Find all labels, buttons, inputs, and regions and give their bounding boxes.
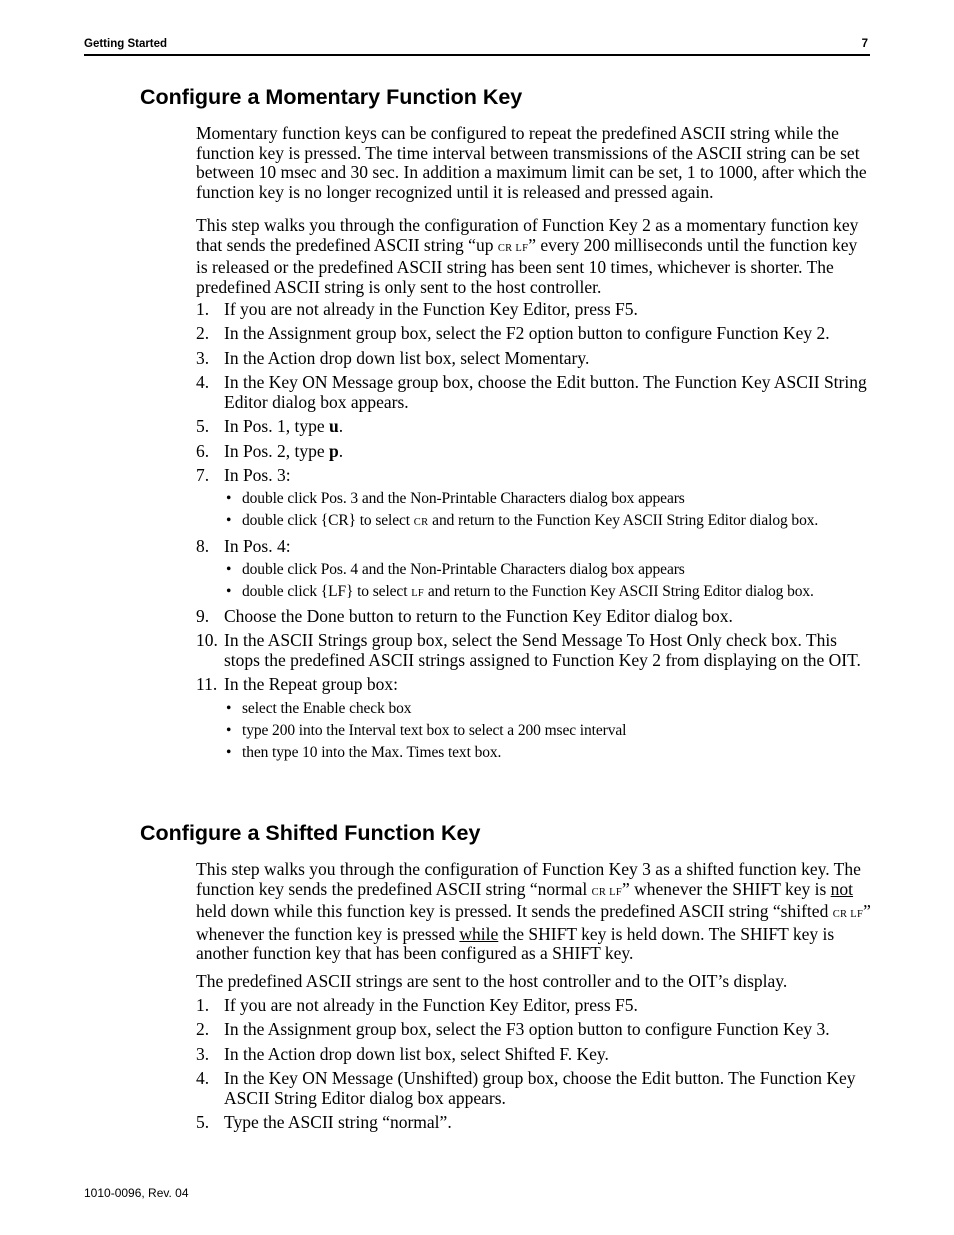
page-header xyxy=(84,38,870,56)
list-item: 1. If you are not already in the Function Key Editor, press F5. xyxy=(196,299,638,319)
bullet-item: • then type 10 into the Max. Times text box. xyxy=(226,743,502,761)
list-item: 2. In the Assignment group box, select the F2 option button to configure Function Key 2. xyxy=(196,323,830,344)
bullet-item: • double click Pos. 3 and the Non-Printable Characters dialog box appears xyxy=(226,490,685,508)
momentary-step-intro-paragraph: This step walks you through the configuration of Function Key 2 as a momentary function key that sends the predefined ASCII string “up CR LF” every 200 milliseconds until the function key is released or the predefined ASCII string has been sent 10 times, whichever is shorter. The predefined ASCII string is only sent to the host controller. xyxy=(196,215,859,297)
section-title-shifted: Configure a Shifted Function Key xyxy=(140,821,481,845)
step-8-bullets xyxy=(196,561,872,603)
list-item: 1. If you are not already in the Function Key Editor, press F5. xyxy=(196,995,638,1015)
list-item: 10. In the ASCII Strings group box, select the Send Message To Host Only check box. This stops the predefined ASCII strings assigned to Function Key 2 from displaying on the OIT. xyxy=(196,630,861,671)
list-item: 3. In the Action drop down list box, select Shifted F. Key. xyxy=(196,1043,609,1064)
shifted-display-paragraph: The predefined ASCII strings are sent to the host controller and to the OIT’s display. xyxy=(196,971,788,991)
step-11-bullets xyxy=(196,700,872,762)
list-item: 3. In the Action drop down list box, select Momentary. xyxy=(196,347,590,368)
shifted-steps-list xyxy=(196,996,872,1138)
list-item: 2. In the Assignment group box, select the F3 option button to configure Function Key 3. xyxy=(196,1019,830,1040)
header-section-title: Getting Started xyxy=(84,38,168,50)
list-item: 6. In Pos. 2, type p. xyxy=(196,440,344,461)
bullet-item: • double click {CR} to select CR and return to the Function Key ASCII String Editor dialog box. xyxy=(226,512,819,530)
bullet-item: • type 200 into the Interval text box to select a 200 msec interval xyxy=(226,721,627,739)
bullet-item: • double click {LF} to select LF and return to the Function Key ASCII String Editor dialog box. xyxy=(226,582,814,600)
shifted-intro-paragraph: This step walks you through the configuration of Function Key 3 as a shifted function key. The function key sends the predefined ASCII string “normal CR LF” whenever the SHIFT key is not held down while this function key is pressed. It sends the predefined ASCII string “shifted CR LF” whenever the function key is pressed while the SHIFT key is held down. The SHIFT key is another function key that has been configured as a SHIFT key. xyxy=(196,859,871,964)
list-item: 8. In Pos. 4: xyxy=(196,535,291,556)
list-item: 7. In Pos. 3: xyxy=(196,464,291,485)
momentary-steps-list xyxy=(196,300,872,766)
list-item: 11. In the Repeat group box: xyxy=(196,674,398,695)
header-page-number: 7 xyxy=(861,38,868,50)
momentary-intro-paragraph: Momentary function keys can be configured to repeat the predefined ASCII string while the function key is pressed. The time interval between transmissions of the ASCII string can be set between 10 msec and 30 sec. In addition a maximum limit can be set, 1 to 1000, after which the function key is no longer recognized until it is released and pressed again. xyxy=(196,123,867,202)
list-item: 9. Choose the Done button to return to the Function Key Editor dialog box. xyxy=(196,606,733,627)
list-item: 4. In the Key ON Message group box, choose the Edit button. The Function Key ASCII String Editor dialog box appears. xyxy=(196,372,867,412)
page-footer-doc-number: 1010-0096, Rev. 04 xyxy=(84,1186,189,1200)
bullet-item: • double click Pos. 4 and the Non-Printable Characters dialog box appears xyxy=(226,560,685,578)
cr-lf-code: CR LF xyxy=(497,242,529,254)
bullet-item: • select the Enable check box xyxy=(226,699,412,717)
step-7-bullets xyxy=(196,490,872,532)
list-item: 5. Type the ASCII string “normal”. xyxy=(196,1112,452,1133)
list-item: 4. In the Key ON Message (Unshifted) group box, choose the Edit button. The Function Key ASCII String Editor dialog box appears. xyxy=(196,1068,856,1108)
list-item: 5. In Pos. 1, type u. xyxy=(196,416,344,437)
section-title-momentary: Configure a Momentary Function Key xyxy=(140,85,523,109)
